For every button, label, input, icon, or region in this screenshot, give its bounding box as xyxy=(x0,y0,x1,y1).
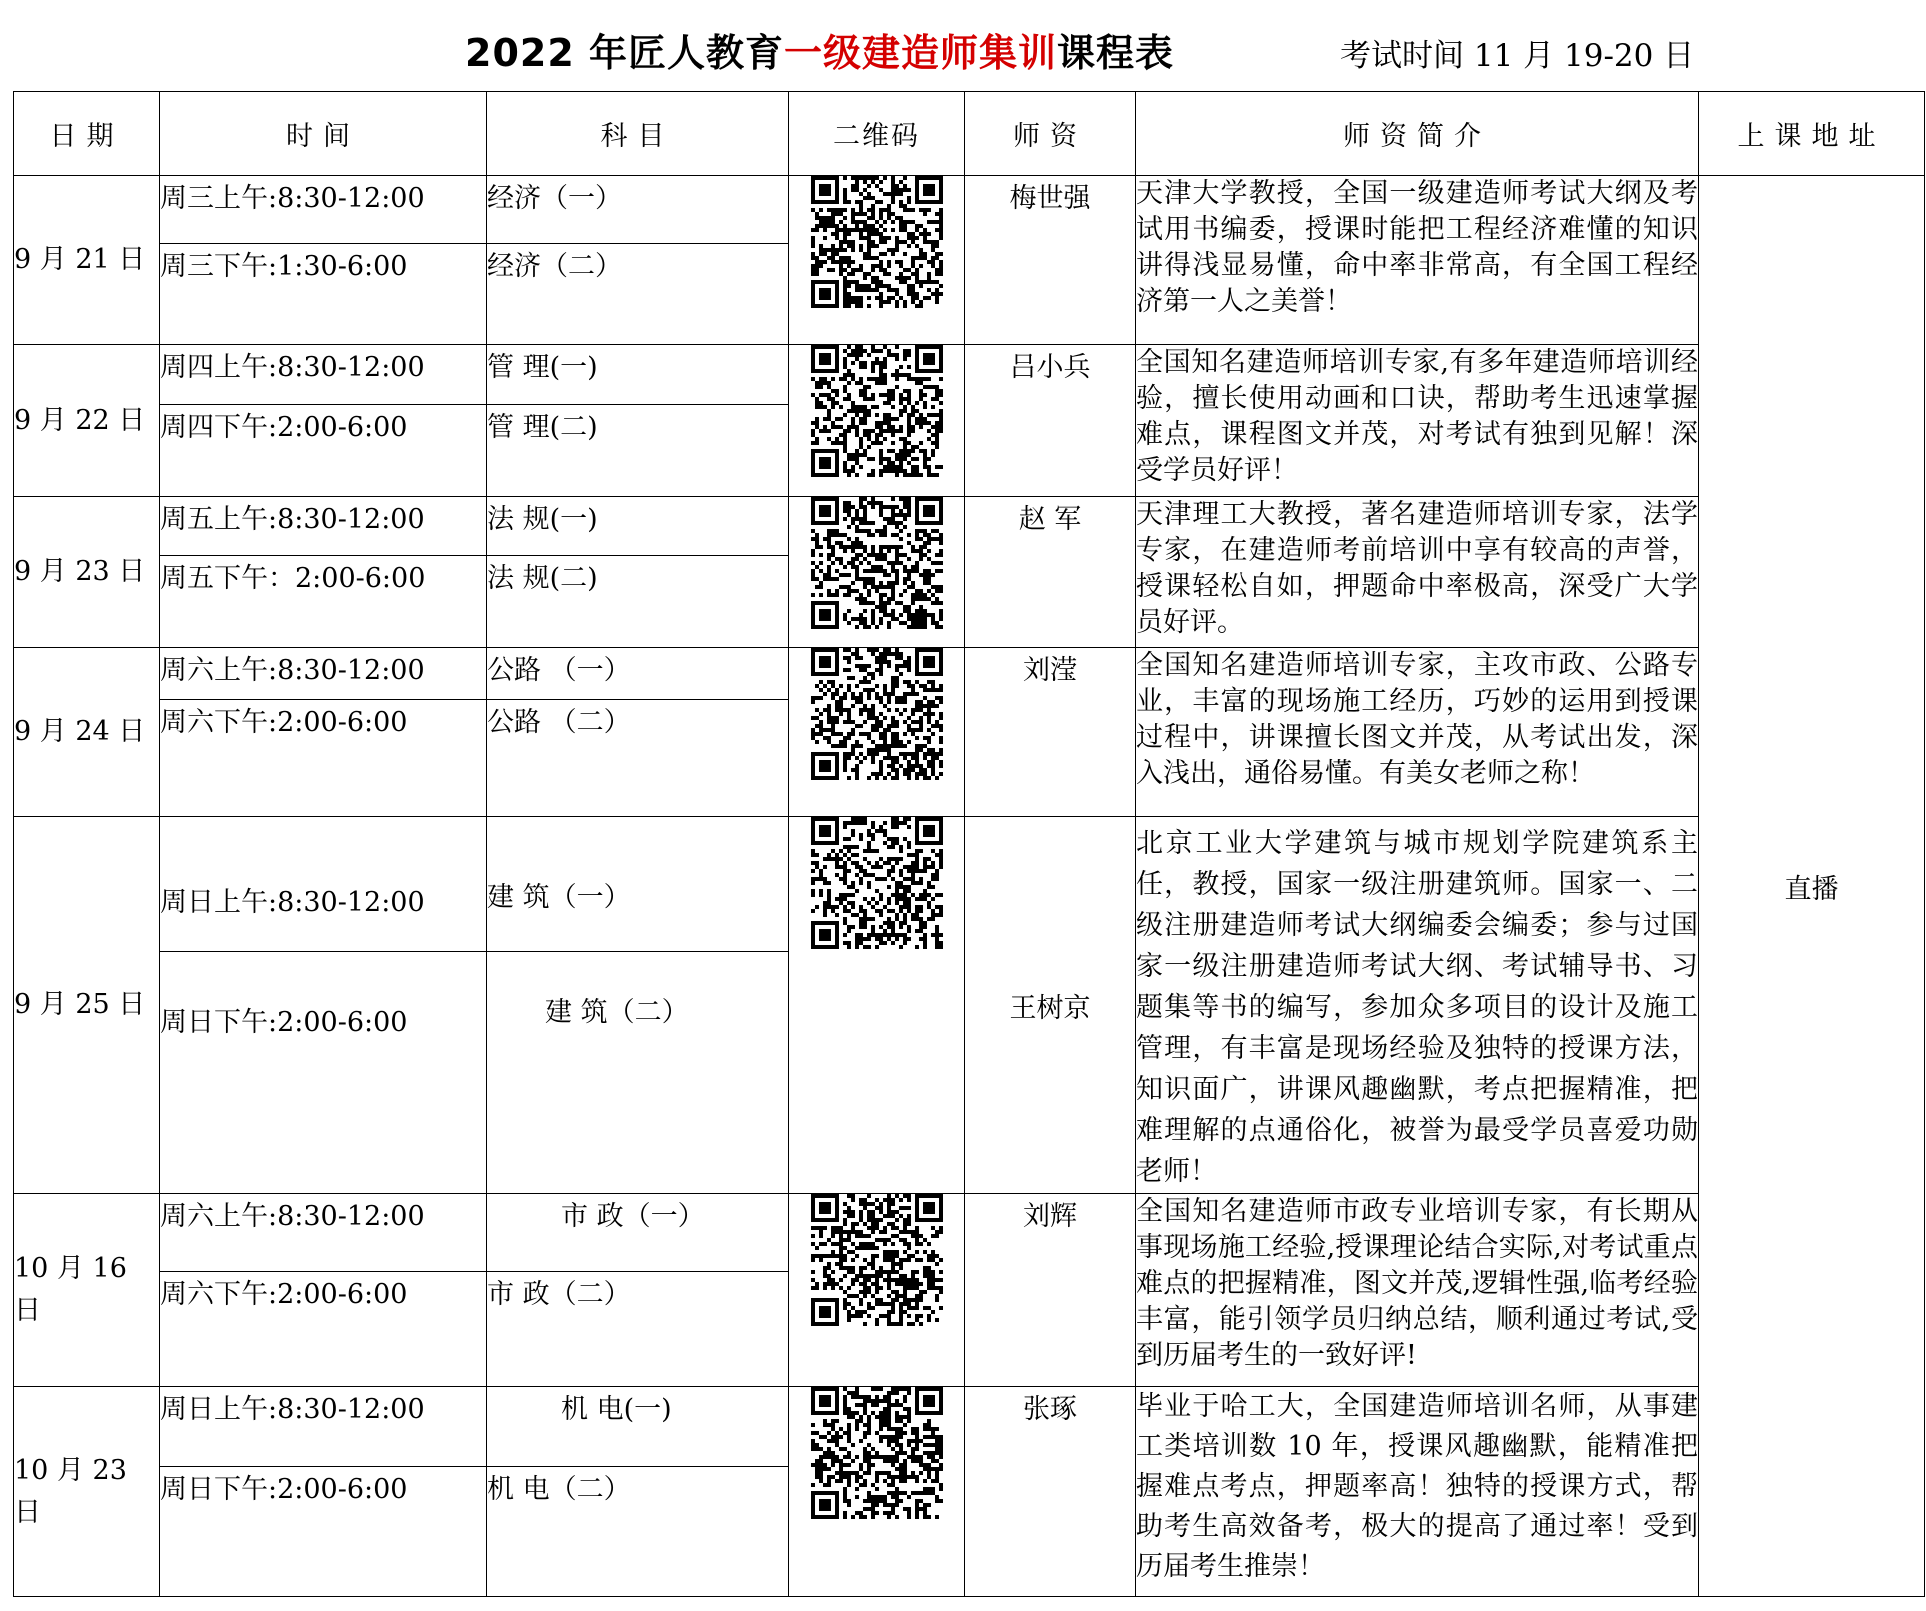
subject-cell: 法 规(一) xyxy=(487,497,789,556)
header-row xyxy=(14,92,1925,176)
subject-cell: 建 筑（一） xyxy=(487,817,789,952)
time-cell: 周三下午:1:30-6:00 xyxy=(160,244,487,345)
table-row xyxy=(14,1387,1925,1467)
col-header-address: 上课地址 xyxy=(1699,92,1925,176)
time-cell: 周四下午:2:00-6:00 xyxy=(160,405,487,497)
col-header-qrcode: 二维码 xyxy=(789,92,965,176)
teacher-cell: 赵 军 xyxy=(965,497,1136,648)
subject-cell: 市 政（一） xyxy=(487,1194,789,1272)
subject-cell: 管 理(一) xyxy=(487,345,789,405)
qr-cell xyxy=(789,817,965,1194)
teacher-cell: 刘辉 xyxy=(965,1194,1136,1387)
qr-cell xyxy=(789,1387,965,1597)
bio-cell: 全国知名建造师市政专业培训专家，有长期从事现场施工经验,授课理论结合实际,对考试重点难点的把握精准，图文并茂,逻辑性强,临考经验丰富，能引领学员归纳总结，顺利通过考试,受到历届考生的一致好评! xyxy=(1136,1194,1699,1387)
date-cell: 9 月 21 日 xyxy=(14,176,160,345)
title-prefix: 2022 年匠人教育 xyxy=(465,31,784,75)
qr-cell xyxy=(789,1194,965,1387)
subject-cell: 建 筑（二） xyxy=(487,952,789,1194)
table-row xyxy=(14,1194,1925,1272)
page-title xyxy=(465,22,1174,77)
qr-cell xyxy=(789,176,965,345)
qr-cell xyxy=(789,648,965,817)
col-header-bio: 师资简介 xyxy=(1136,92,1699,176)
teacher-cell: 刘滢 xyxy=(965,648,1136,817)
bio-cell: 全国知名建造师培训专家,有多年建造师培训经验，擅长使用动画和口诀，帮助考生迅速掌握难点，课程图文并茂，对考试有独到见解！深受学员好评！ xyxy=(1136,345,1699,497)
col-header-time: 时间 xyxy=(160,92,487,176)
title-highlight: 一级建造师集训 xyxy=(784,31,1058,75)
header xyxy=(0,0,1926,90)
qr-code-icon[interactable] xyxy=(811,345,943,477)
date-cell: 9 月 25 日 xyxy=(14,817,160,1194)
table-row xyxy=(14,345,1925,405)
qr-cell xyxy=(789,497,965,648)
table-row xyxy=(14,648,1925,700)
bio-cell: 毕业于哈工大，全国建造师培训名师，从事建工类培训数 10 年，授课风趣幽默，能精准把握难点考点，押题率高！独特的授课方式，帮助考生高效备考，极大的提高了通过率！受到历届考生推崇！ xyxy=(1136,1387,1699,1597)
qr-code-icon[interactable] xyxy=(811,1387,943,1519)
time-cell: 周三上午:8:30-12:00 xyxy=(160,176,487,244)
time-cell: 周日上午:8:30-12:00 xyxy=(160,1387,487,1467)
qr-code-icon[interactable] xyxy=(811,817,943,949)
time-cell: 周六下午:2:00-6:00 xyxy=(160,1272,487,1387)
table-row xyxy=(14,176,1925,244)
date-cell: 9 月 22 日 xyxy=(14,345,160,497)
address-cell: 直播 xyxy=(1699,176,1925,1597)
time-cell: 周日上午:8:30-12:00 xyxy=(160,817,487,952)
time-cell: 周五上午:8:30-12:00 xyxy=(160,497,487,556)
title-suffix: 课程表 xyxy=(1057,31,1175,75)
bio-cell: 天津理工大教授，著名建造师培训专家，法学专家，在建造师考前培训中享有较高的声誉，授课轻松自如，押题命中率极高，深受广大学员好评。 xyxy=(1136,497,1699,648)
teacher-cell: 吕小兵 xyxy=(965,345,1136,497)
schedule-table xyxy=(13,91,1925,1597)
exam-time: 考试时间 11 月 19-20 日 xyxy=(1340,38,1695,74)
subject-cell: 经济（一） xyxy=(487,176,789,244)
date-cell: 10 月 16 日 xyxy=(14,1194,160,1387)
time-cell: 周五下午：2:00-6:00 xyxy=(160,556,487,648)
table-row xyxy=(14,497,1925,556)
time-cell: 周六上午:8:30-12:00 xyxy=(160,648,487,700)
subject-cell: 市 政（二） xyxy=(487,1272,789,1387)
col-header-teacher: 师资 xyxy=(965,92,1136,176)
qr-code-icon[interactable] xyxy=(811,1194,943,1326)
subject-cell: 机 电(一) xyxy=(487,1387,789,1467)
time-cell: 周日下午:2:00-6:00 xyxy=(160,1467,487,1597)
date-cell: 9 月 23 日 xyxy=(14,497,160,648)
bio-cell: 全国知名建造师培训专家，主攻市政、公路专业，丰富的现场施工经历，巧妙的运用到授课过程中，讲课擅长图文并茂，从考试出发，深入浅出，通俗易懂。有美女老师之称！ xyxy=(1136,648,1699,817)
time-cell: 周四上午:8:30-12:00 xyxy=(160,345,487,405)
subject-cell: 机 电（二） xyxy=(487,1467,789,1597)
subject-cell: 公路 （一） xyxy=(487,648,789,700)
qr-code-icon[interactable] xyxy=(811,648,943,780)
time-cell: 周六上午:8:30-12:00 xyxy=(160,1194,487,1272)
subject-cell: 公路 （二） xyxy=(487,700,789,817)
col-header-subject: 科目 xyxy=(487,92,789,176)
teacher-cell: 王树京 xyxy=(965,817,1136,1194)
table-row xyxy=(14,817,1925,952)
date-cell: 9 月 24 日 xyxy=(14,648,160,817)
teacher-cell: 梅世强 xyxy=(965,176,1136,345)
bio-cell: 天津大学教授，全国一级建造师考试大纲及考试用书编委，授课时能把工程经济难懂的知识讲得浅显易懂，命中率非常高，有全国工程经济第一人之美誉！ xyxy=(1136,176,1699,345)
subject-cell: 法 规(二) xyxy=(487,556,789,648)
col-header-date: 日期 xyxy=(14,92,160,176)
time-cell: 周日下午:2:00-6:00 xyxy=(160,952,487,1194)
qr-code-icon[interactable] xyxy=(811,176,943,308)
subject-cell: 经济（二） xyxy=(487,244,789,345)
date-cell: 10 月 23 日 xyxy=(14,1387,160,1597)
bio-cell: 北京工业大学建筑与城市规划学院建筑系主任，教授，国家一级注册建筑师。国家一、二级注册建造师考试大纲编委会编委；参与过国家一级注册建造师考试大纲、考试辅导书、习题集等书的编写，参加众多项目的设计及施工管理，有丰富是现场经验及独特的授课方法，知识面广，讲课风趣幽默，考点把握精准，把难理解的点通俗化，被誉为最受学员喜爱功勋老师！ xyxy=(1136,817,1699,1194)
qr-code-icon[interactable] xyxy=(811,497,943,629)
teacher-cell: 张琢 xyxy=(965,1387,1136,1597)
subject-cell: 管 理(二) xyxy=(487,405,789,497)
qr-cell xyxy=(789,345,965,497)
time-cell: 周六下午:2:00-6:00 xyxy=(160,700,487,817)
